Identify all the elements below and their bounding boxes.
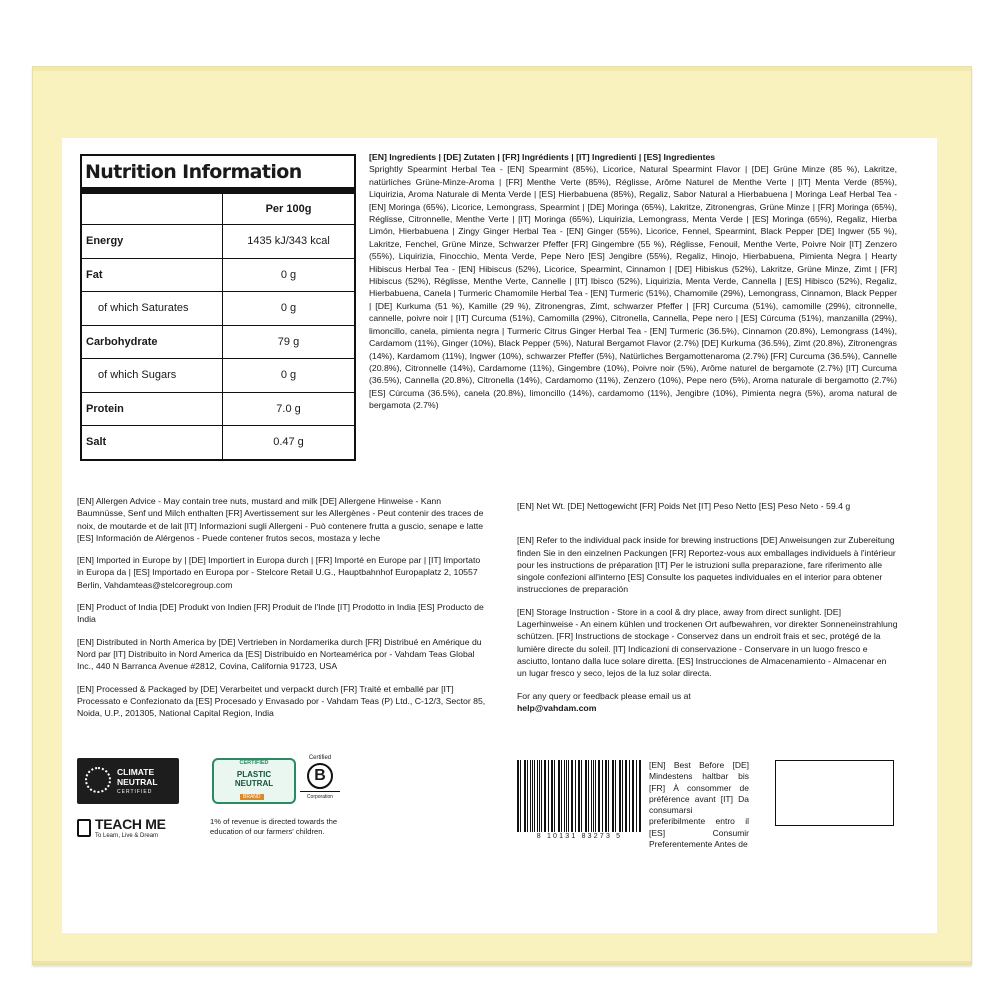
barcode-bar xyxy=(530,760,531,832)
nutrition-grid xyxy=(82,194,354,459)
ingredients-heading: [EN] Ingredients | [DE] Zutaten | [FR] Ingrédients | [IT] Ingredienti | [ES] Ingredientes xyxy=(369,152,716,162)
ingredients-text: Sprightly Spearmint Herbal Tea - [EN] Spearmint (85%), Licorice, Natural Spearmint Flavor | [DE] Grüne Minze (85 %), Lakritze, natürliches Grüne-Minze-Aroma | [FR] Menthe Verte (85%), Réglisse, Arôme Naturel de Menthe Verte | [IT] Menta Verde (85%), Liquirizia, Aroma Naturale di Menta Verde | [ES] Hierbabuena (85%), Regaliz, Sabor Natural a Hierbabuena | Moringa Leaf Herbal Tea - [EN] Moringa (65%), Licorice, Lemongrass, Spearmint | [DE] Moringa (65%), Lakritze, Zitronengras, Grüne Minze | [FR] Moringa (65%), Réglisse, Citronnelle, Menthe Verte | [IT] Moringa (65%), Liquirizia, Lemongrass, Menta Verde | [ES] Moringa (65%), Regaliz, Hierba Limón, Hierbabuena | Zingy Ginger Herbal Tea - [EN] Ginger (55%), Licorice, Fennel, Spearmint, Black Pepper [DE] Ingwer (55 %), Lakritze, Fenchel, Grüne Minze, Schwarzer Pfeffer [FR] Gingembre (55 %), Réglisse, Fenouil, Menthe Verte, Poivre Noir [IT] Zenzero (55%), Liquirizia, Finocchio, Menta Verde, Pepe Nero [ES] Jengibre (55%), Regaliz, Hinojo, Hierbabuena, Pimienta Negra | Hearty Hibiscus Herbal Tea - [EN] Hibiscus (52%), Licorice, Spearmint, Cinnamon | [DE] Hibiskus (52%), Lakritze, Grüne Minze, Zimt | [FR] Hibiscus (52%), Réglisse, Menthe Verte, Cannelle | [IT] Ibisco (52%), Liquirizia, Menta Verde, Cannella | [ES] Hibisco (52%), Regaliz, Hierbabuena, Canela | Turmeric Chamomile Herbal Tea - [EN] Turmeric (51%), Chamomile (29%), Lemongrass, Cinnamon, Black Pepper | [DE] Kurkuma (51 %), Kamille (29 %), Zitronengras, Zimt, schwarzer Pfeffer | [FR] Curcuma (51%), camomille (29%), citronnelle, cannelle, poivre noir | [IT] Curcuma (51%), Camomilla (29%), Citronella, Cannella, Pepe nero | [ES] Cúrcuma (51%), manzanilla (29%), limoncillo, canela, pimienta negra | Turmeric Citrus Ginger Herbal Tea - [EN] Turmeric (36.5%), Cinnamon (20.8%), Lemongrass (14%), Cardamom (11%), Ginger (10%), Black Pepper (5%), Natural Bergamot Flavor (2.7%) [DE] Kurkuma (36.5%), Zimt (20.8%), Zitronengras (14%), Kardamom (11%), Ingwer (10%), schwarzer Pfeffer (5%), Natürliches Bergamottenaroma (2.7%) [FR] Curcuma (36.5%), Cannelle (20.8%), Citronnelle (14%), Cardamome (11%), Gingembre (10%), Poivre noir (5%), Arôme naturel de bergamote (2.7%) [IT] Curcuma (36.5%), Cannella (20.8%), Citronella (14%), Cardamomo (11%), Zenzero (10%), Pepe nero (5%), Aroma naturale di bergamotto (2.7%) [ES] Cúrcuma (36.5%), canela (20.8%), limoncillo (14%), cardamomo (11%), Jengibre (10%), Pimienta negra (5%), aroma natural de bergamota (2.7%) xyxy=(369,164,897,411)
climate-circle-icon xyxy=(85,767,111,793)
book-icon xyxy=(77,819,91,837)
climate-neutral-logo: CLIMATE NEUTRAL CERTIFIED xyxy=(77,758,179,804)
box-bottom-edge xyxy=(33,961,971,964)
barcode-bar xyxy=(586,760,587,832)
processor-info: [EN] Processed & Packaged by [DE] Verarbeitet und verpackt durch [FR] Traité et emballé par [IT] Processato e Confezionato da [ES] Procesado y Envasado por - Vahdam Teas (P) Ltd., C-12/3, Sector 85, Noida, U.P., 201305, National Capital Region, India xyxy=(77,683,486,719)
teach-me-logo: TEACH ME To Learn, Live & Dream xyxy=(77,816,222,846)
nutrition-row-salt: Salt 0.47 g xyxy=(82,426,354,459)
barcode-digits: 8 10131 83273 5 xyxy=(536,833,623,840)
storage-instructions: [EN] Storage Instruction - Store in a cool & dry place, away from direct sunlight. [DE] Lagerhinweise - An einem kühlen und trockenen Ort aufbewahren, vor direkter Sonneneinstrahlung schützen. [FR] Instructions de stockage - Conservez dans un endroit frais et sec, protégé de la lumière directe du soleil. [IT] Indicazioni di conservazione - Conservare in un luogo fresco e asciutto, lontano dalla luce solare diretta. [ES] Instrucciones de Almacenamiento - Almacenar en un lugar fresco y seco, lejos de la luz solar directa. xyxy=(517,606,898,679)
best-before-date-box xyxy=(775,760,894,826)
best-before-label: [EN] Best Before [DE] Mindestens haltbar bis [FR] À consommer de préférence avant [IT] Da consumarsi preferibilmente entro il [ES] Consumir Preferentemente Antes de xyxy=(649,760,749,850)
nutrition-row-protein: Protein 7.0 g xyxy=(82,392,354,426)
barcode-bar xyxy=(626,760,627,832)
barcode xyxy=(517,760,642,846)
ingredients-block xyxy=(369,151,897,412)
nutrition-header-row xyxy=(82,194,354,225)
allergen-advice: [EN] Allergen Advice - May contain tree nuts, mustard and milk [DE] Allergene Hinweise - Kann Baumnüsse, Senf und Milch enthalten [FR] Avertissement sur les Allergènes - Peut contenir des traces de noix, de moutarde et de lait [IT] Informazioni sugli Allergeni - Può contenere frutta a guscio, senape e latte [ES] Información de Alérgenos - Puede contener frutos secos, mostaza y leche xyxy=(77,496,484,543)
distributor-info: [EN] Distributed in North America by [DE] Vertrieben in Nordamerika durch [FR] Distribué en Amérique du Nord par [IT] Distribuito in Nord America da [ES] Distribuido en Norteamérica por - Vahdam Teas Global Inc., 440 N Barranca Avenue #2812, Covina, California 91723, USA xyxy=(77,636,482,672)
nutrition-row-energy: Energy 1435 kJ/343 kcal xyxy=(82,225,354,259)
barcode-bars xyxy=(517,760,642,832)
barcode-bar xyxy=(566,760,567,832)
barcode-bar xyxy=(606,760,607,832)
nutrition-row-sugars: of which Sugars 0 g xyxy=(82,359,354,393)
contact-email: help@vahdam.com xyxy=(517,702,597,713)
nutrition-column-header: Per 100g xyxy=(265,203,312,215)
certification-logos xyxy=(77,755,497,848)
net-weight: [EN] Net Wt. [DE] Nettogewicht [FR] Poids Net [IT] Peso Netto [ES] Peso Neto - 59.4 g xyxy=(517,501,851,511)
product-info-column xyxy=(517,500,898,724)
b-corp-icon: B xyxy=(307,763,333,789)
contact-line: For any query or feedback please email us at xyxy=(517,690,691,701)
brewing-instructions: [EN] Refer to the individual pack inside for brewing instructions [DE] Anweisungen zur Zubereitung finden Sie in den einzelnen Packungen [FR] Reportez-vous aux emballages individuels à l'intérieur pour les instructions de préparation [IT] Per le istruzioni sulla preparazione, fare riferimento alle singole confezioni all'interno [ES] Consulte los paquetes individuales en el interior para obtener instrucciones de preparación xyxy=(517,535,896,595)
nutrition-table xyxy=(80,154,356,461)
plastic-neutral-logo: CERTIFIED PLASTIC NEUTRAL BRAND xyxy=(212,758,296,804)
teach-me-note: 1% of revenue is directed towards the education of our farmers' children. xyxy=(210,817,338,836)
legal-info-column xyxy=(77,495,488,729)
importer-info: [EN] Imported in Europe by | [DE] Importiert in Europa durch | [FR] Importé en Europe par | [IT] Importato in Europa da | [ES] Importado en Europa por - Stelcore Retail U.G., Hauptbahnhof Europaplatz 2, 10557 Berlin, Vahdamteas@stelcoregroup.com xyxy=(77,555,481,590)
origin-info: [EN] Product of India [DE] Produkt von Indien [FR] Produit de l'Inde [IT] Prodotto in India [ES] Producto de India xyxy=(77,602,484,625)
nutrition-row-fat: Fat 0 g xyxy=(82,258,354,292)
barcode-bar xyxy=(545,760,546,832)
nutrition-row-carbohydrate: Carbohydrate 79 g xyxy=(82,325,354,359)
b-corp-logo: Certified B Corporation xyxy=(300,755,340,815)
label-area xyxy=(62,138,937,933)
box-top-edge xyxy=(33,67,971,71)
nutrition-title: Nutrition Information xyxy=(82,156,354,194)
nutrition-row-saturates: of which Saturates 0 g xyxy=(82,292,354,326)
